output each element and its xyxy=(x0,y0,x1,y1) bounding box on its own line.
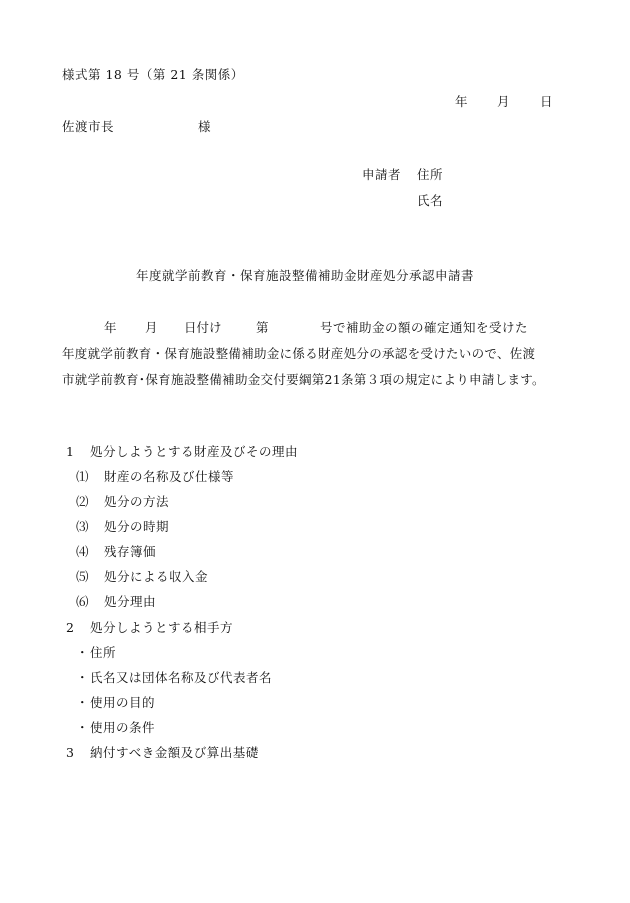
section-title: 処分しようとする財産及びその理由 xyxy=(90,444,299,459)
section-number: 2 xyxy=(66,620,74,635)
applicant-role-label: 申請者 xyxy=(362,167,402,182)
list-item-marker: ⑶ xyxy=(76,519,89,534)
body-notice-text: 号で補助金の額の確定通知を受けた xyxy=(320,320,529,335)
list-item-text: 使用の目的 xyxy=(90,695,156,710)
body-year-label: 年 xyxy=(104,320,117,335)
list-item-marker: ・ xyxy=(76,720,89,735)
list-item-text: 残存簿価 xyxy=(104,544,157,559)
section-number: 1 xyxy=(66,444,74,459)
section-number: 3 xyxy=(66,745,74,760)
date-day-label: 日 xyxy=(540,94,553,109)
document-title: 年度就学前教育・保育施設整備補助金財産処分承認申請書 xyxy=(136,268,475,283)
applicant-address-label: 住所 xyxy=(417,167,444,182)
list-item-text: 処分による収入金 xyxy=(104,569,209,584)
list-item-text: 住所 xyxy=(90,645,117,660)
list-item-marker: ⑵ xyxy=(76,494,89,509)
form-number: 様式第 18 号（第 21 条関係） xyxy=(62,67,244,82)
body-line-2: 年度就学前教育・保育施設整備補助金に係る財産処分の承認を受けたいので、佐渡 xyxy=(62,346,536,361)
list-item-marker: ⑷ xyxy=(76,544,89,559)
addressee-name: 佐渡市長 xyxy=(62,119,115,134)
date-month-label: 月 xyxy=(497,94,510,109)
section-title: 処分しようとする相手方 xyxy=(90,620,234,635)
applicant-name-label: 氏名 xyxy=(417,193,444,208)
body-month-label: 月 xyxy=(145,320,158,335)
list-item-text: 処分の方法 xyxy=(104,494,170,509)
list-item-marker: ・ xyxy=(76,645,89,660)
addressee-honorific: 様 xyxy=(198,119,211,134)
list-item-text: 処分の時期 xyxy=(104,519,170,534)
list-item-text: 使用の条件 xyxy=(90,720,156,735)
body-number-prefix: 第 xyxy=(256,320,269,335)
list-item-marker: ・ xyxy=(76,670,89,685)
list-item-marker: ⑴ xyxy=(76,469,89,484)
list-item-marker: ⑹ xyxy=(76,594,89,609)
body-dated-label: 日付け xyxy=(184,320,222,335)
list-item-text: 処分理由 xyxy=(104,594,157,609)
list-item-text: 財産の名称及び仕様等 xyxy=(104,469,235,484)
list-item-marker: ⑸ xyxy=(76,569,89,584)
section-title: 納付すべき金額及び算出基礎 xyxy=(90,745,259,760)
date-year-label: 年 xyxy=(455,94,468,109)
body-line-3: 市就学前教育･保育施設整備補助金交付要綱第21条第３項の規定により申請します。 xyxy=(62,372,545,387)
list-item-text: 氏名又は団体名称及び代表者名 xyxy=(90,670,273,685)
list-item-marker: ・ xyxy=(76,695,89,710)
